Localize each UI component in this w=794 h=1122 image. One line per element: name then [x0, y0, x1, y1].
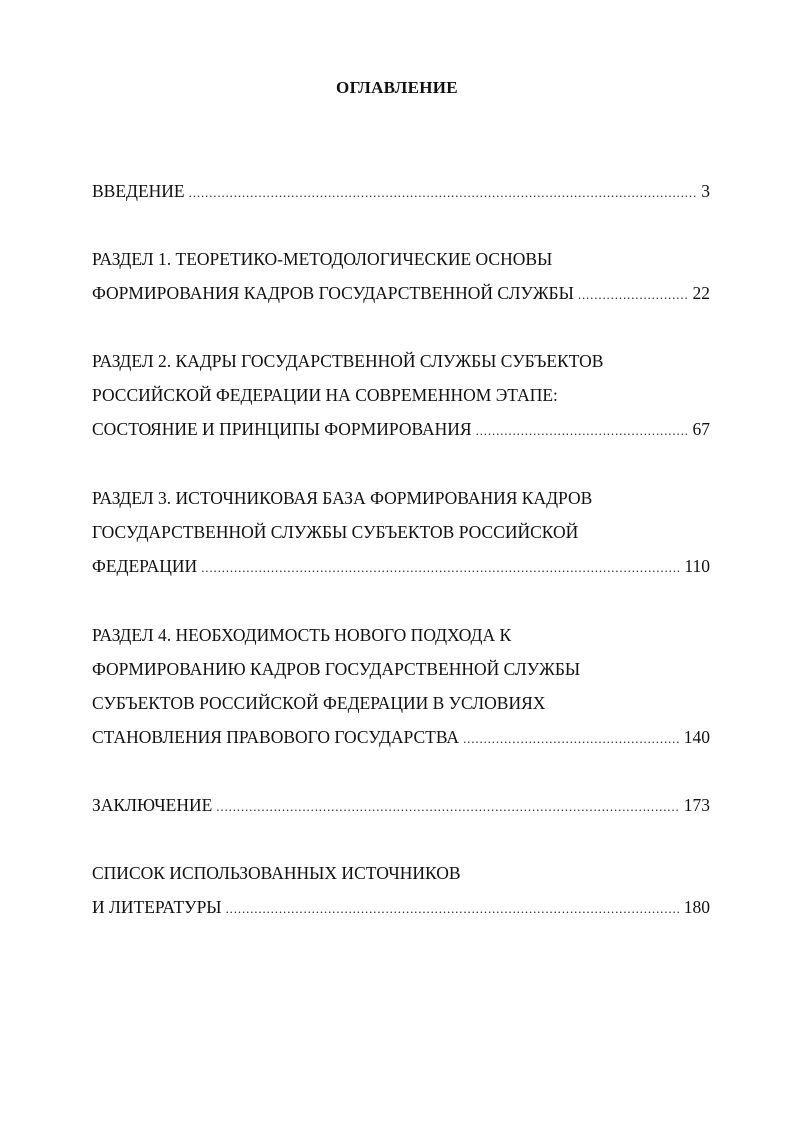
toc-entry-line: СУБЪЕКТОВ РОССИЙСКОЙ ФЕДЕРАЦИИ В УСЛОВИЯХ: [92, 693, 546, 713]
toc-entry-introduction: [92, 174, 710, 208]
dot-leader: [578, 278, 689, 312]
dot-leader: [226, 892, 680, 926]
toc-entry-text: СТАНОВЛЕНИЯ ПРАВОВОГО ГОСУДАРСТВА: [92, 727, 460, 747]
toc-entry-line: РАЗДЕЛ 1. ТЕОРЕТИКО-МЕТОДОЛОГИЧЕСКИЕ ОСНОВЫ: [92, 249, 553, 269]
toc-entry-line: [92, 276, 710, 310]
toc-entry-line: ГОСУДАРСТВЕННОЙ СЛУЖБЫ СУБЪЕКТОВ РОССИЙСКОЙ: [92, 522, 579, 542]
toc-page-number: 110: [684, 556, 710, 576]
toc-page-number: 180: [683, 897, 710, 917]
toc-page-number: 3: [701, 181, 710, 201]
toc-page-number: 67: [692, 419, 710, 439]
toc-page-number: 140: [683, 727, 710, 747]
toc-entry-section-4: [92, 618, 710, 754]
toc-entry-line: [92, 549, 710, 583]
toc-entry-text: ЗАКЛЮЧЕНИЕ: [92, 795, 213, 815]
toc-entry-line: [92, 174, 710, 208]
toc-entry-section-3: [92, 481, 710, 583]
dot-leader: [201, 551, 680, 585]
toc-entry-bibliography: [92, 856, 710, 924]
page-title: ОГЛАВЛЕНИЕ: [336, 78, 458, 97]
toc-entry-text: ФОРМИРОВАНИЯ КАДРОВ ГОСУДАРСТВЕННОЙ СЛУЖБЫ: [92, 283, 574, 303]
toc-entry-text: СОСТОЯНИЕ И ПРИНЦИПЫ ФОРМИРОВАНИЯ: [92, 419, 472, 439]
toc-page-number: 22: [692, 283, 710, 303]
toc-entry-line: РАЗДЕЛ 3. ИСТОЧНИКОВАЯ БАЗА ФОРМИРОВАНИЯ КАДРОВ: [92, 488, 593, 508]
toc-entry-conclusion: [92, 788, 710, 822]
toc-entry-text: И ЛИТЕРАТУРЫ: [92, 897, 222, 917]
toc-entry-line: [92, 788, 710, 822]
toc-entry-text: ВВЕДЕНИЕ: [92, 181, 185, 201]
dot-leader: [216, 790, 679, 824]
dot-leader: [476, 414, 689, 448]
dot-leader: [189, 176, 698, 210]
toc-entry-section-2: [92, 344, 710, 446]
toc-entry-line: ФОРМИРОВАНИЮ КАДРОВ ГОСУДАРСТВЕННОЙ СЛУЖБЫ: [92, 659, 581, 679]
dot-leader: [463, 722, 680, 756]
toc-entry-line: [92, 412, 710, 446]
toc-page-number: 173: [683, 795, 710, 815]
toc-entry-text: ФЕДЕРАЦИИ: [92, 556, 198, 576]
toc-entry-line: [92, 890, 710, 924]
toc-entry-line: СПИСОК ИСПОЛЬЗОВАННЫХ ИСТОЧНИКОВ: [92, 863, 461, 883]
toc-entry-line: РАЗДЕЛ 2. КАДРЫ ГОСУДАРСТВЕННОЙ СЛУЖБЫ СУБЪЕКТОВ: [92, 351, 604, 371]
toc-entry-section-1: [92, 242, 710, 310]
toc-entry-line: РАЗДЕЛ 4. НЕОБХОДИМОСТЬ НОВОГО ПОДХОДА К: [92, 625, 512, 645]
toc-entry-line: [92, 720, 710, 754]
toc-entry-line: РОССИЙСКОЙ ФЕДЕРАЦИИ НА СОВРЕМЕННОМ ЭТАПЕ:: [92, 385, 558, 405]
